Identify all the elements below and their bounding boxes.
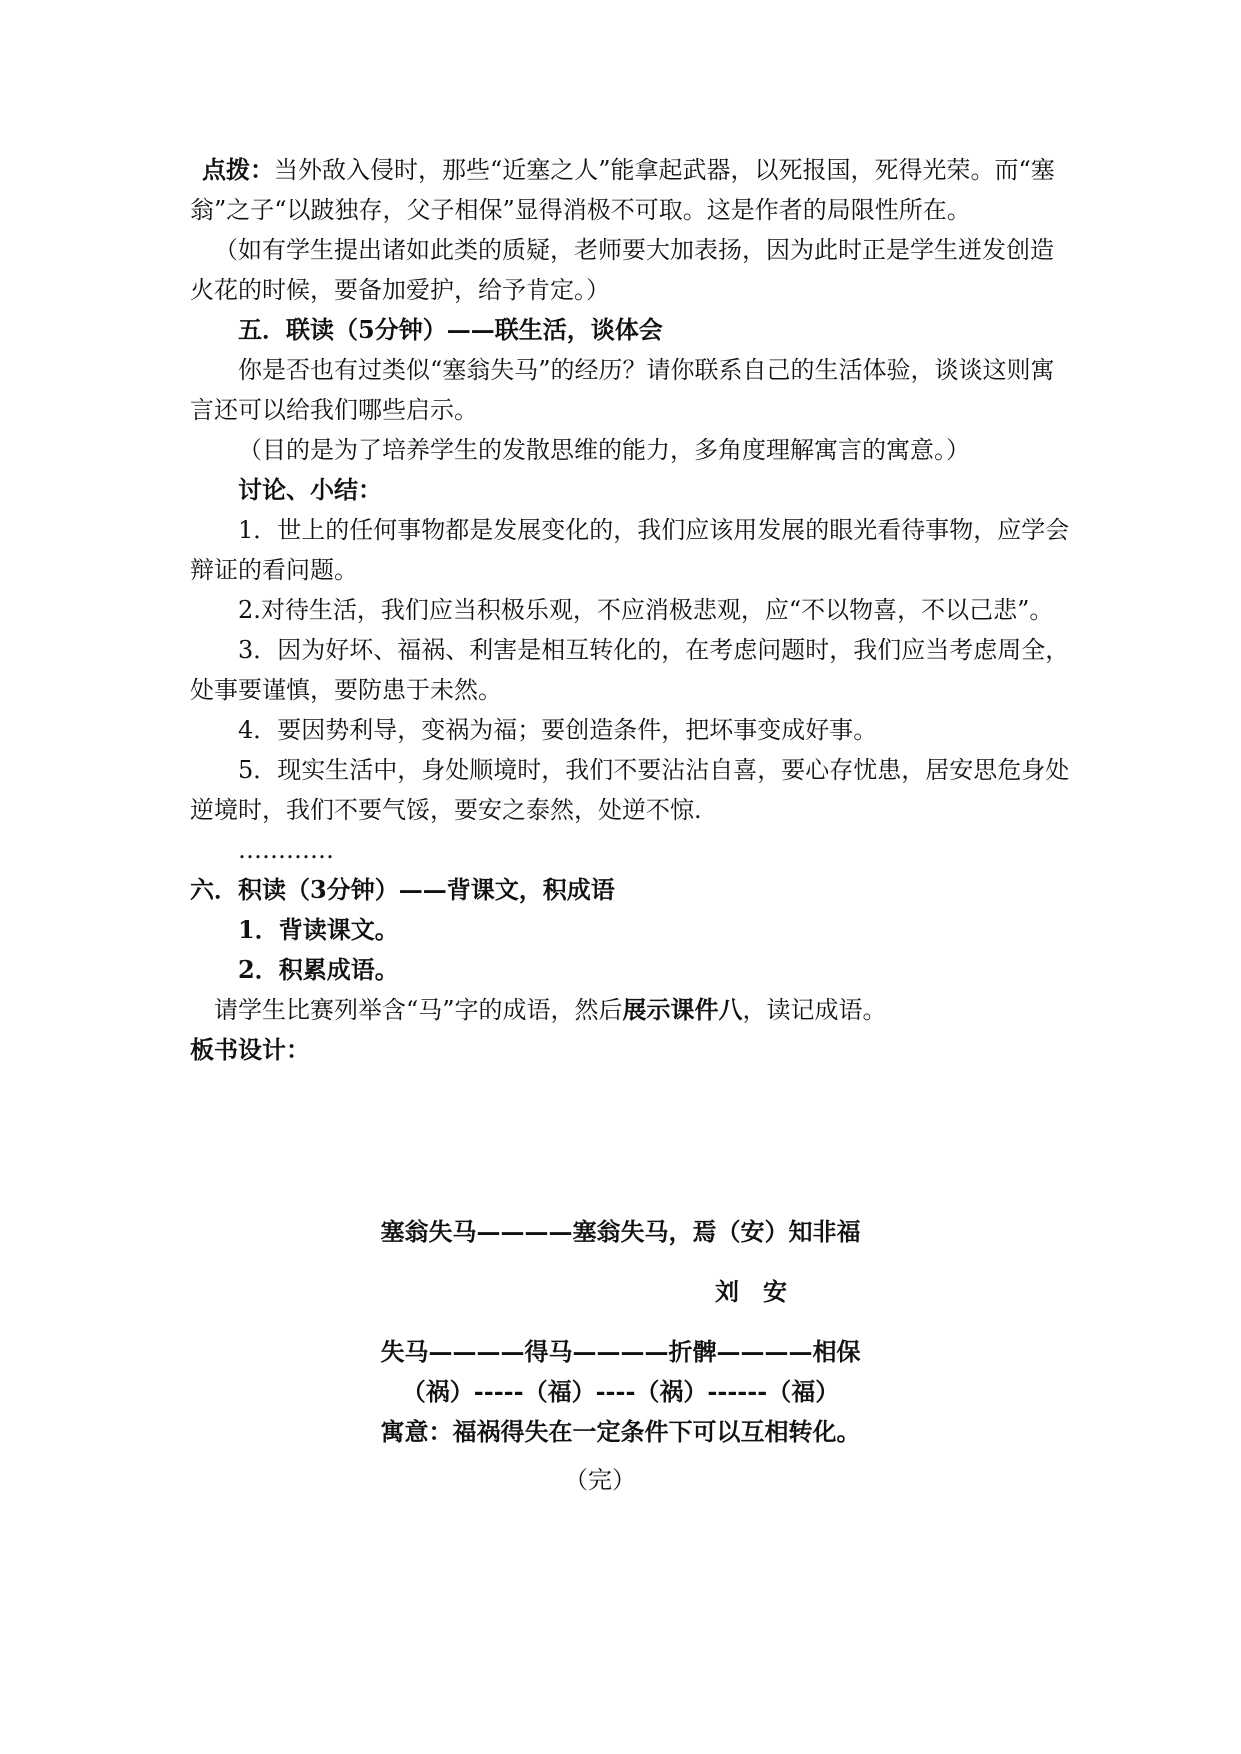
board-line-title: 塞翁失马————塞翁失马，焉（安）知非福 xyxy=(380,1217,861,1246)
board-line-sequence: 失马————得马————折髀————相保 xyxy=(380,1337,861,1366)
idiom-instruction-emphasis: 展示课件八 xyxy=(622,995,743,1024)
end-mark: （完） xyxy=(564,1466,636,1494)
ellipsis: ………… xyxy=(238,836,334,864)
board-design-lower xyxy=(0,1332,1241,1452)
document-body xyxy=(190,150,1070,1070)
section-5-question: 你是否也有过类似“塞翁失马”的经历？请你联系自己的生活体验，谈谈这则寓言还可以给我们哪些启示。 xyxy=(190,356,1055,424)
section-6-heading: 六．积读（3分钟）——背课文，积成语 xyxy=(190,875,615,904)
board-line-moral: 寓意：福祸得失在一定条件下可以互相转化。 xyxy=(380,1417,861,1446)
section-5-heading: 五．联读（5分钟）——联生活，谈体会 xyxy=(238,315,663,344)
summary-item-3: 3．因为好坏、福祸、利害是相互转化的，在考虑问题时，我们应当考虑周全，处事要谨慎，要防患于未然。 xyxy=(190,636,1070,704)
section-6-sub-2: 2．积累成语。 xyxy=(238,955,399,984)
board-design xyxy=(0,1212,1241,1252)
board-line-outcome: （祸）-----（福）----（祸）------（福） xyxy=(401,1377,840,1406)
hint-paragraph xyxy=(190,150,1070,230)
hint-label: 点拨： xyxy=(202,155,274,184)
section-5-purpose: （目的是为了培养学生的发散思维的能力，多角度理解寓言的寓意。） xyxy=(238,436,970,464)
idiom-instruction xyxy=(190,990,1070,1030)
board-author: 刘安 xyxy=(715,1277,811,1306)
teacher-note: （如有学生提出诸如此类的质疑，老师要大加表扬，因为此时正是学生迸发创造火花的时候，要备加爱护，给予肯定。） xyxy=(190,236,1054,304)
summary-item-4: 4．要因势利导，变祸为福；要创造条件，把坏事变成好事。 xyxy=(238,716,878,744)
summary-item-2: 2.对待生活，我们应当积极乐观，不应消极悲观，应“不以物喜，不以己悲”。 xyxy=(238,596,1054,624)
idiom-instruction-a: 请学生比赛列举含“马”字的成语，然后 xyxy=(214,996,623,1024)
summary-item-5: 5．现实生活中，身处顺境时，我们不要沾沾自喜，要心存忧患，居安思危身处逆境时，我们不要气馁，要安之泰然，处逆不惊. xyxy=(190,756,1070,824)
board-design-heading: 板书设计： xyxy=(190,1035,310,1064)
idiom-instruction-c: ，读记成语。 xyxy=(742,996,887,1024)
section-6-sub-1: 1．背读课文。 xyxy=(238,915,399,944)
hint-text: 当外敌入侵时，那些“近塞之人”能拿起武器，以死报国，死得光荣。而“塞翁”之子“以跛独存，父子相保”显得消极不可取。这是作者的局限性所在。 xyxy=(190,156,1055,224)
discussion-heading: 讨论、小结： xyxy=(238,475,382,504)
summary-item-1: 1．世上的任何事物都是发展变化的，我们应该用发展的眼光看待事物，应学会辩证的看问题。 xyxy=(190,516,1070,584)
